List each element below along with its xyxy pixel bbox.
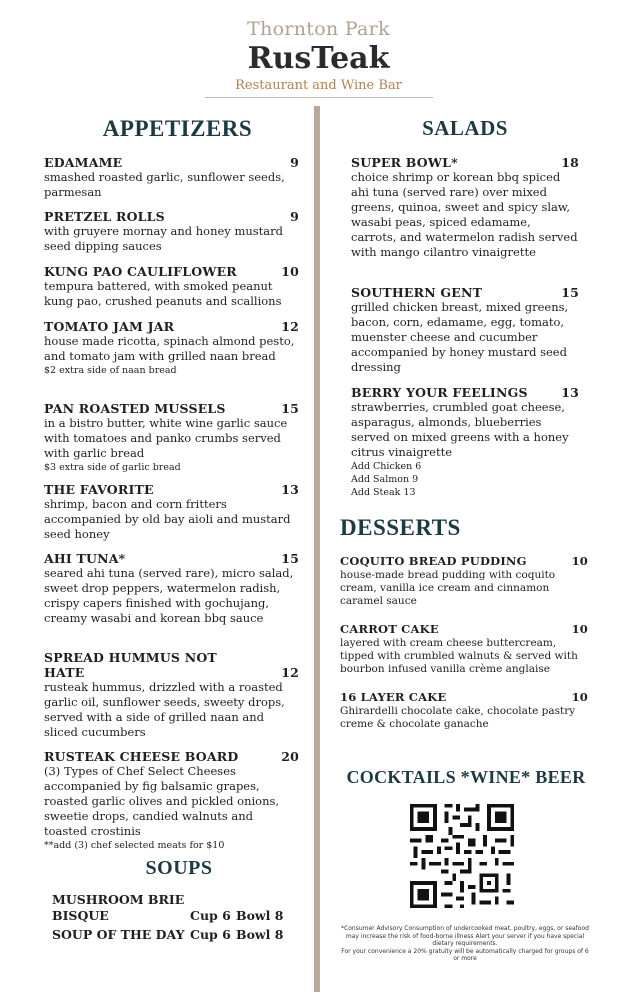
item-price: 20: [281, 749, 299, 764]
menu-item: [351, 155, 579, 260]
item-description: choice shrimp or korean bbq spiced ahi tuna (served rare) over mixed greens, quinoa, sweet and spicy slaw, wasabi peas, spiced edamame, carrots, and watermelon radish served with mango cilantro vinaigrette: [351, 170, 578, 259]
menu-item: [340, 690, 590, 731]
item-description: layered with cream cheese buttercream, tipped with crumbled walnuts & served with bourbon infused vanilla crème anglaise: [340, 637, 578, 675]
restaurant-tagline: Restaurant and Wine Bar: [235, 78, 402, 93]
consumer-advisory: *Consumer Advisory Consumption of undercooked meat, poultry, eggs, or seafood may increase the risk of food-borne illness Alert your server if you have special dietary requirements. For your convenience a 20% gratuity will be automatically charged for groups of 6 or more: [341, 925, 589, 962]
item-price: 10: [571, 554, 588, 568]
location-title: Thornton Park: [247, 18, 390, 40]
drinks-section: [336, 767, 596, 788]
item-name: 16 LAYER CAKE: [340, 690, 447, 704]
item-price: 9: [290, 209, 299, 224]
item-price: 12: [281, 665, 299, 680]
salads-title: SALADS: [422, 116, 508, 140]
salads-section: [340, 116, 590, 141]
item-price: 10: [571, 690, 588, 704]
menu-item: [44, 482, 299, 542]
item-price: 10: [571, 622, 588, 636]
soup-row: [52, 892, 302, 924]
menu-item: [44, 209, 299, 254]
item-note: **add (3) chef selected meats for $10: [44, 840, 225, 851]
item-name: PRETZEL ROLLS: [44, 209, 165, 224]
soup-cup-price: Cup 6: [190, 908, 231, 923]
item-name: COQUITO BREAD PUDDING: [340, 554, 527, 568]
item-description: house made ricotta, spinach almond pesto, and tomato jam with grilled naan bread: [44, 334, 295, 363]
desserts-section: [340, 515, 590, 541]
item-price: 15: [281, 401, 299, 416]
item-description: strawberries, crumbled goat cheese, asparagus, almonds, blueberries served on mixed greens with a honey citrus vinaigrette: [351, 400, 569, 459]
item-name: RUSTEAK CHEESE BOARD: [44, 749, 239, 764]
soup-bowl-price: Bowl 8: [236, 927, 284, 942]
appetizers-section: [44, 116, 299, 142]
soups-title: SOUPS: [145, 857, 213, 879]
soups-section: [44, 857, 314, 880]
menu-item: [44, 264, 299, 309]
menu-item: [44, 319, 299, 377]
menu-item: [44, 749, 299, 852]
item-price: 18: [561, 155, 579, 170]
item-name: CARROT CAKE: [340, 622, 439, 636]
item-price: 13: [561, 385, 579, 400]
item-name: BERRY YOUR FEELINGS: [351, 385, 528, 400]
item-description: smashed roasted garlic, sunflower seeds, parmesan: [44, 170, 285, 199]
item-name: SOUTHERN GENT: [351, 285, 483, 300]
menu-item: [44, 650, 299, 740]
drinks-title: COCKTAILS *WINE* BEER: [346, 767, 586, 787]
item-price: 15: [561, 285, 579, 300]
menu-item: [44, 551, 299, 626]
desserts-title: DESSERTS: [340, 515, 461, 540]
item-price: 13: [281, 482, 299, 497]
menu-item: [340, 554, 590, 608]
soup-bowl-price: Bowl 8: [236, 908, 284, 923]
item-description: (3) Types of Chef Select Cheeses accompanied by fig balsamic grapes, roasted garlic olives and pickled onions, sweetie drops, candied walnuts and toasted crostinis: [44, 764, 280, 838]
item-description: with gruyere mornay and honey mustard seed dipping sauces: [44, 224, 283, 253]
restaurant-name: RusTeak: [247, 41, 390, 76]
menu-header: [0, 18, 637, 98]
qr-code-icon[interactable]: [406, 800, 518, 912]
item-note: $2 extra side of naan bread: [44, 365, 177, 376]
item-description: Ghirardelli chocolate cake, chocolate pastry creme & chocolate ganache: [340, 705, 576, 730]
column-divider: [314, 106, 320, 992]
item-description: in a bistro butter, white wine garlic sauce with tomatoes and panko crumbs served with garlic bread: [44, 416, 288, 460]
item-description: seared ahi tuna (served rare), micro salad, sweet drop peppers, watermelon radish, crispy capers finished with gochujang, creamy wasabi and korean bbq sauce: [44, 566, 294, 625]
item-description: shrimp, bacon and corn fritters accompanied by old bay aioli and mustard seed honey: [44, 497, 291, 541]
item-name: SPREAD HUMMUS NOT HATE: [44, 650, 217, 680]
item-price: 9: [290, 155, 299, 170]
soup-name: SOUP OF THE DAY: [52, 927, 185, 942]
item-description: house-made bread pudding with coquito cream, vanilla ice cream and cinnamon caramel sauce: [340, 569, 556, 607]
item-price: 15: [281, 551, 299, 566]
item-name: THE FAVORITE: [44, 482, 154, 497]
item-addons: Add Chicken 6 Add Salmon 9 Add Steak 13: [351, 461, 422, 498]
soup-row: [52, 927, 302, 943]
item-name: TOMATO JAM JAR: [44, 319, 175, 334]
soup-name: MUSHROOM BRIE BISQUE: [52, 892, 185, 923]
item-name: PAN ROASTED MUSSELS: [44, 401, 226, 416]
item-name: SUPER BOWL*: [351, 155, 458, 170]
soup-cup-price: Cup 6: [190, 927, 231, 942]
item-name: KUNG PAO CAULIFLOWER: [44, 264, 237, 279]
header-rule: [205, 97, 433, 98]
menu-item: [44, 401, 299, 474]
item-name: EDAMAME: [44, 155, 123, 170]
item-description: grilled chicken breast, mixed greens, bacon, corn, edamame, egg, tomato, muenster cheese and cucumber accompanied by honey mustard seed dressing: [351, 300, 569, 374]
item-name: AHI TUNA*: [44, 551, 126, 566]
item-price: 10: [281, 264, 299, 279]
item-description: tempura battered, with smoked peanut kung pao, crushed peanuts and scallions: [44, 279, 282, 308]
menu-item: [340, 622, 590, 676]
menu-item: [351, 285, 579, 375]
item-description: rusteak hummus, drizzled with a roasted garlic oil, sunflower seeds, sweety drops, served with a side of grilled naan and sliced cucumbers: [44, 680, 285, 739]
item-note: $3 extra side of garlic bread: [44, 462, 181, 473]
item-price: 12: [281, 319, 299, 334]
appetizers-title: APPETIZERS: [102, 116, 253, 141]
menu-item: [351, 385, 579, 499]
menu-item: [44, 155, 299, 200]
